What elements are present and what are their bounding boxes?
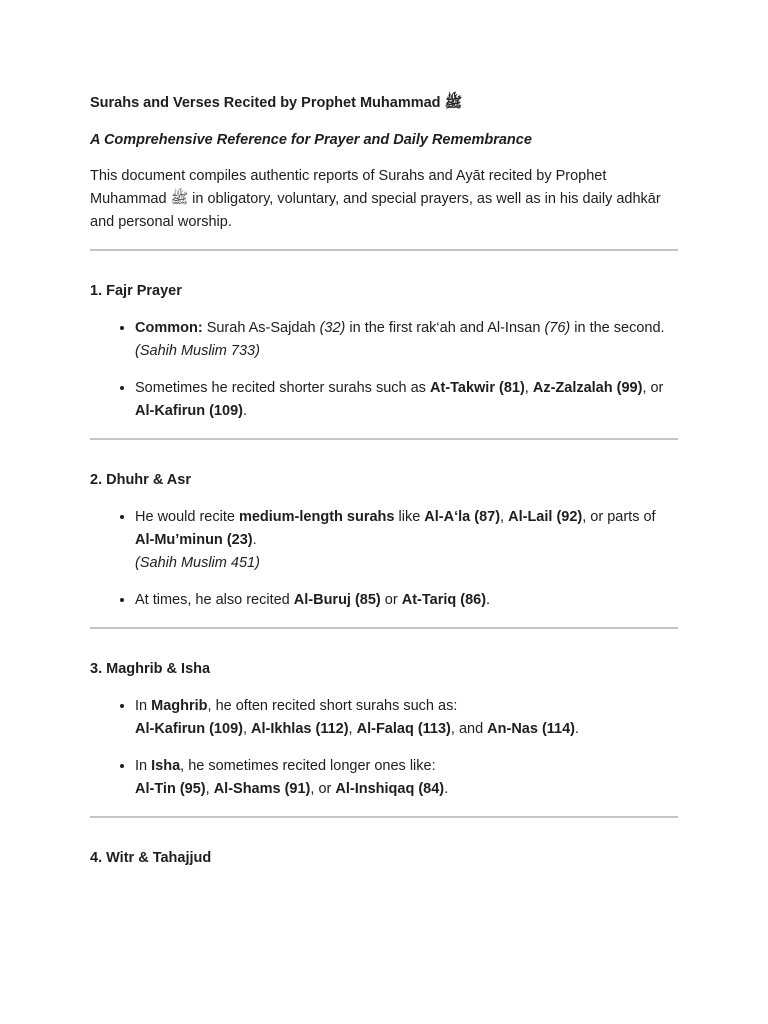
bullet-list [90, 317, 678, 423]
text-run: He would recite [135, 509, 239, 525]
list-item [135, 695, 678, 741]
surah-number: (32) [319, 320, 346, 336]
document-subtitle: A Comprehensive Reference for Prayer and Daily Remembrance [90, 132, 532, 148]
surah-reference: Al-Kafirun (109) [135, 403, 243, 419]
list-item [135, 317, 678, 363]
section-divider [90, 816, 678, 818]
bullet-list [90, 695, 678, 801]
surah-number: (76) [544, 320, 571, 336]
section-divider [90, 249, 678, 251]
citation: (Sahih Muslim 733) [135, 343, 260, 359]
citation: (Sahih Muslim 451) [135, 555, 260, 571]
surah-reference: Al-Ikhlas (112) [251, 721, 349, 737]
text-run: or [380, 592, 402, 608]
surah-reference: Al-Buruj (85) [293, 592, 381, 608]
text-run: in the second. [570, 320, 665, 336]
surah-reference: Al-Kafirun (109) [135, 721, 243, 737]
text-run: , or [310, 781, 336, 797]
surah-reference: Al-Shams (91) [213, 781, 311, 797]
section-divider [90, 627, 678, 629]
text-run: , [500, 509, 509, 525]
section-heading: 4. Witr & Tahajjud [90, 850, 212, 866]
surah-reference: An-Nas (114) [487, 721, 576, 737]
text-run: , [348, 721, 357, 737]
text-run: , or [642, 380, 664, 396]
text-run: , or parts of [582, 509, 656, 525]
surah-reference: Al-A‘la (87) [424, 509, 501, 525]
text-run: . [242, 403, 247, 419]
text-run: , and [450, 721, 488, 737]
surah-reference: Al-Inshiqaq (84) [335, 781, 445, 797]
bullet-list [90, 506, 678, 612]
surah-reference: Al-Mu’minun (23) [135, 532, 253, 548]
text-run: , [524, 380, 533, 396]
text-run: , [242, 721, 252, 737]
prayer-name: Isha [151, 758, 181, 774]
text-run: in the first rak‘ah and Al-Insan [345, 320, 545, 336]
surah-reference: Al-Lail (92) [508, 509, 583, 525]
list-item [135, 506, 678, 575]
emphasis-label: medium-length surahs [238, 509, 395, 525]
text-run: , he often recited short surahs such as: [207, 698, 458, 714]
section-heading: 1. Fajr Prayer [90, 283, 182, 299]
emphasis-label: Common: [135, 320, 203, 336]
text-run: . [486, 592, 491, 608]
list-item [135, 755, 678, 801]
text-run: At times, he also recited [135, 592, 294, 608]
list-item [135, 589, 678, 612]
surah-reference: Al-Falaq (113) [356, 721, 451, 737]
list-item [135, 377, 678, 423]
document-title: Surahs and Verses Recited by Prophet Muhammad ﷺ [90, 95, 463, 111]
text-run: , he sometimes recited longer ones like: [180, 758, 436, 774]
text-run: Sometimes he recited shorter surahs such as [135, 380, 430, 396]
text-run: like [394, 509, 425, 525]
text-run: Surah As-Sajdah [202, 320, 320, 336]
surah-reference: Al-Tin (95) [135, 781, 206, 797]
prayer-name: Maghrib [151, 698, 208, 714]
section-fajr [90, 280, 678, 423]
text-run: , [205, 781, 214, 797]
surah-reference: At-Takwir (81) [429, 380, 525, 396]
surah-reference: Az-Zalzalah (99) [532, 380, 643, 396]
intro-paragraph: This document compiles authentic reports of Surahs and Ayāt recited by Prophet Muhammad ﷺ in obligatory, voluntary, and special prayers, as well as in his daily adhkār and personal worship. [90, 168, 661, 230]
text-run: . [575, 721, 580, 737]
section-heading: 2. Dhuhr & Asr [90, 472, 191, 488]
text-run: . [252, 532, 257, 548]
text-run: In [135, 698, 152, 714]
section-witr-tahajjud [90, 847, 678, 870]
text-run: In [135, 758, 152, 774]
section-divider [90, 438, 678, 440]
section-maghrib-isha [90, 658, 678, 801]
surah-reference: At-Tariq (86) [401, 592, 487, 608]
section-heading: 3. Maghrib & Isha [90, 661, 211, 677]
section-dhuhr-asr [90, 469, 678, 612]
text-run: . [444, 781, 449, 797]
